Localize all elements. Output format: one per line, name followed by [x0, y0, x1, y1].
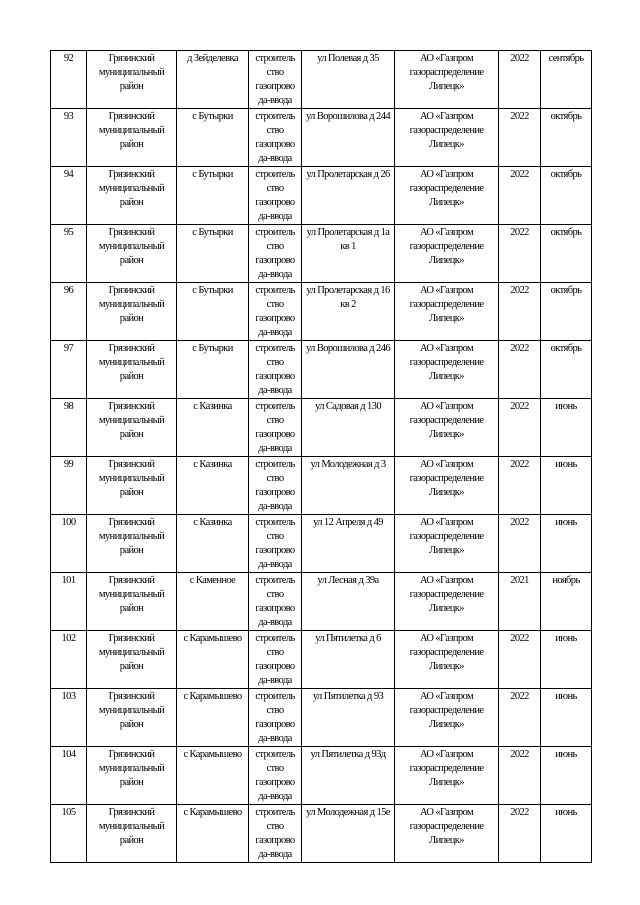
- work-type-cell: строитель ство газопрово да-ввода: [249, 573, 302, 631]
- row-number-cell: 99: [51, 457, 87, 515]
- year-cell: 2022: [499, 747, 541, 805]
- address-cell: ул Пролетарская д 1а кв 1: [302, 225, 395, 283]
- address-cell: ул Пятилетка д 6: [302, 631, 395, 689]
- work-type-cell: строитель ство газопрово да-ввода: [249, 515, 302, 573]
- month-cell: июнь: [541, 457, 592, 515]
- address-cell: ул 12 Апреля д 49: [302, 515, 395, 573]
- locality-cell: с Бутырки: [177, 341, 249, 399]
- organization-cell: АО «Газпром газораспределение Липецк»: [395, 167, 499, 225]
- gasification-table: [50, 50, 592, 863]
- address-cell: ул Пролетарская д 26: [302, 167, 395, 225]
- row-number-cell: 97: [51, 341, 87, 399]
- table-row: [51, 225, 592, 283]
- month-cell: октябрь: [541, 283, 592, 341]
- address-cell: ул Пятилетка д 93д: [302, 747, 395, 805]
- table-row: [51, 341, 592, 399]
- address-cell: ул Ворошилова д 246: [302, 341, 395, 399]
- work-type-cell: строитель ство газопрово да-ввода: [249, 109, 302, 167]
- district-cell: Грязинский муниципальный район: [87, 573, 177, 631]
- organization-cell: АО «Газпром газораспределение Липецк»: [395, 283, 499, 341]
- row-number-cell: 96: [51, 283, 87, 341]
- year-cell: 2022: [499, 341, 541, 399]
- month-cell: июнь: [541, 399, 592, 457]
- table-row: [51, 747, 592, 805]
- month-cell: сентябрь: [541, 51, 592, 109]
- month-cell: октябрь: [541, 341, 592, 399]
- year-cell: 2022: [499, 109, 541, 167]
- work-type-cell: строитель ство газопрово да-ввода: [249, 805, 302, 863]
- organization-cell: АО «Газпром газораспределение Липецк»: [395, 631, 499, 689]
- locality-cell: с Бутырки: [177, 225, 249, 283]
- month-cell: октябрь: [541, 225, 592, 283]
- table-row: [51, 109, 592, 167]
- row-number-cell: 93: [51, 109, 87, 167]
- year-cell: 2022: [499, 689, 541, 747]
- address-cell: ул Лесная д 39а: [302, 573, 395, 631]
- year-cell: 2022: [499, 631, 541, 689]
- organization-cell: АО «Газпром газораспределение Липецк»: [395, 515, 499, 573]
- table-row: [51, 805, 592, 863]
- year-cell: 2022: [499, 515, 541, 573]
- work-type-cell: строитель ство газопрово да-ввода: [249, 399, 302, 457]
- row-number-cell: 98: [51, 399, 87, 457]
- locality-cell: с Карамышево: [177, 747, 249, 805]
- district-cell: Грязинский муниципальный район: [87, 341, 177, 399]
- district-cell: Грязинский муниципальный район: [87, 457, 177, 515]
- locality-cell: с Бутырки: [177, 283, 249, 341]
- work-type-cell: строитель ство газопрово да-ввода: [249, 283, 302, 341]
- month-cell: ноябрь: [541, 573, 592, 631]
- address-cell: ул Пятилетка д 93: [302, 689, 395, 747]
- year-cell: 2022: [499, 805, 541, 863]
- locality-cell: с Каменное: [177, 573, 249, 631]
- work-type-cell: строитель ство газопрово да-ввода: [249, 167, 302, 225]
- locality-cell: д Зейделевка: [177, 51, 249, 109]
- row-number-cell: 105: [51, 805, 87, 863]
- document-page: [50, 50, 591, 863]
- table-row: [51, 631, 592, 689]
- address-cell: ул Полевая д 35: [302, 51, 395, 109]
- organization-cell: АО «Газпром газораспределение Липецк»: [395, 341, 499, 399]
- table-row: [51, 573, 592, 631]
- year-cell: 2022: [499, 457, 541, 515]
- row-number-cell: 103: [51, 689, 87, 747]
- year-cell: 2022: [499, 283, 541, 341]
- month-cell: июнь: [541, 631, 592, 689]
- month-cell: июнь: [541, 747, 592, 805]
- month-cell: октябрь: [541, 109, 592, 167]
- locality-cell: с Казинка: [177, 399, 249, 457]
- district-cell: Грязинский муниципальный район: [87, 689, 177, 747]
- address-cell: ул Молодежная д 15е: [302, 805, 395, 863]
- month-cell: июнь: [541, 805, 592, 863]
- district-cell: Грязинский муниципальный район: [87, 747, 177, 805]
- row-number-cell: 101: [51, 573, 87, 631]
- organization-cell: АО «Газпром газораспределение Липецк»: [395, 51, 499, 109]
- month-cell: июнь: [541, 515, 592, 573]
- address-cell: ул Садовая д 130: [302, 399, 395, 457]
- row-number-cell: 95: [51, 225, 87, 283]
- organization-cell: АО «Газпром газораспределение Липецк»: [395, 399, 499, 457]
- organization-cell: АО «Газпром газораспределение Липецк»: [395, 225, 499, 283]
- table-row: [51, 515, 592, 573]
- month-cell: октябрь: [541, 167, 592, 225]
- year-cell: 2022: [499, 51, 541, 109]
- work-type-cell: строитель ство газопрово да-ввода: [249, 457, 302, 515]
- organization-cell: АО «Газпром газораспределение Липецк»: [395, 109, 499, 167]
- district-cell: Грязинский муниципальный район: [87, 515, 177, 573]
- organization-cell: АО «Газпром газораспределение Липецк»: [395, 805, 499, 863]
- organization-cell: АО «Газпром газораспределение Липецк»: [395, 457, 499, 515]
- year-cell: 2021: [499, 573, 541, 631]
- work-type-cell: строитель ство газопрово да-ввода: [249, 51, 302, 109]
- locality-cell: с Карамышево: [177, 689, 249, 747]
- locality-cell: с Карамышево: [177, 631, 249, 689]
- table-row: [51, 283, 592, 341]
- year-cell: 2022: [499, 167, 541, 225]
- district-cell: Грязинский муниципальный район: [87, 399, 177, 457]
- row-number-cell: 94: [51, 167, 87, 225]
- district-cell: Грязинский муниципальный район: [87, 109, 177, 167]
- table-row: [51, 167, 592, 225]
- organization-cell: АО «Газпром газораспределение Липецк»: [395, 747, 499, 805]
- work-type-cell: строитель ство газопрово да-ввода: [249, 747, 302, 805]
- locality-cell: с Казинка: [177, 515, 249, 573]
- district-cell: Грязинский муниципальный район: [87, 167, 177, 225]
- row-number-cell: 100: [51, 515, 87, 573]
- locality-cell: с Карамышево: [177, 805, 249, 863]
- address-cell: ул Ворошилова д 244: [302, 109, 395, 167]
- table-body: [51, 51, 592, 863]
- table-row: [51, 399, 592, 457]
- organization-cell: АО «Газпром газораспределение Липецк»: [395, 689, 499, 747]
- table-row: [51, 51, 592, 109]
- district-cell: Грязинский муниципальный район: [87, 805, 177, 863]
- work-type-cell: строитель ство газопрово да-ввода: [249, 631, 302, 689]
- district-cell: Грязинский муниципальный район: [87, 283, 177, 341]
- organization-cell: АО «Газпром газораспределение Липецк»: [395, 573, 499, 631]
- month-cell: июнь: [541, 689, 592, 747]
- address-cell: ул Молодежная д 3: [302, 457, 395, 515]
- row-number-cell: 104: [51, 747, 87, 805]
- district-cell: Грязинский муниципальный район: [87, 51, 177, 109]
- locality-cell: с Бутырки: [177, 109, 249, 167]
- locality-cell: с Бутырки: [177, 167, 249, 225]
- work-type-cell: строитель ство газопрово да-ввода: [249, 341, 302, 399]
- work-type-cell: строитель ство газопрово да-ввода: [249, 225, 302, 283]
- table-row: [51, 457, 592, 515]
- work-type-cell: строитель ство газопрово да-ввода: [249, 689, 302, 747]
- year-cell: 2022: [499, 399, 541, 457]
- year-cell: 2022: [499, 225, 541, 283]
- table-row: [51, 689, 592, 747]
- address-cell: ул Пролетарская д 16 кв 2: [302, 283, 395, 341]
- row-number-cell: 102: [51, 631, 87, 689]
- row-number-cell: 92: [51, 51, 87, 109]
- district-cell: Грязинский муниципальный район: [87, 225, 177, 283]
- locality-cell: с Казинка: [177, 457, 249, 515]
- district-cell: Грязинский муниципальный район: [87, 631, 177, 689]
